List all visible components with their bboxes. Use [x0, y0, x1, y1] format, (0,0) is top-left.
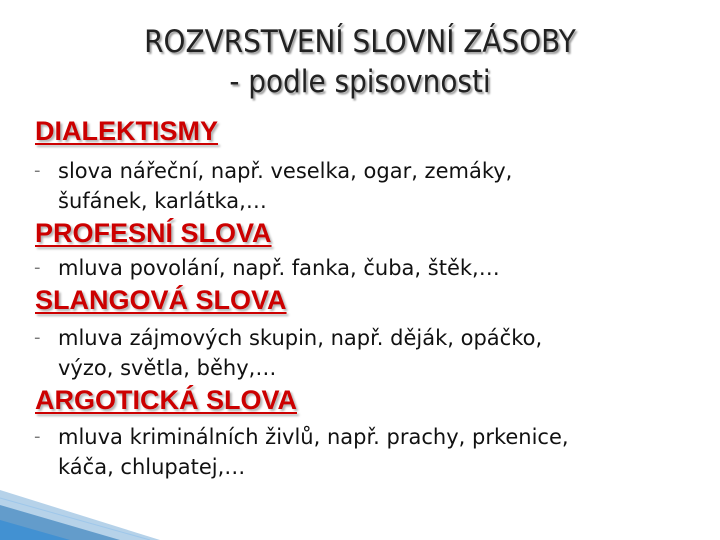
- heading-argoticka-slova: ARGOTICKÁ SLOVA: [35, 385, 297, 415]
- section-text-line: šufánek, karlátka,…: [58, 189, 267, 213]
- title-line-2: - podle spisovnosti: [229, 64, 491, 100]
- heading-profesni-slova: PROFESNÍ SLOVA: [35, 218, 272, 248]
- bullet-marker: -: [34, 426, 41, 447]
- section-text-line: mluva povolání, např. fanka, čuba, štěk,…: [58, 256, 500, 280]
- bullet-marker: -: [34, 327, 41, 348]
- heading-slangova-slova: SLANGOVÁ SLOVA: [35, 285, 287, 315]
- title-line-1: ROZVRSTVENÍ SLOVNÍ ZÁSOBY: [144, 24, 576, 60]
- section-text-line: mluva zájmových skupin, např. děják, opáčko,: [58, 326, 543, 350]
- slide-title: [36, 22, 684, 102]
- heading-dialektismy: DIALEKTISMY: [35, 116, 219, 146]
- bullet-marker: -: [34, 160, 41, 181]
- section-text-line: slova nářeční, např. veselka, ogar, zemáky,: [58, 159, 513, 183]
- section-text-line: káča, chlupatej,…: [58, 455, 246, 479]
- section-text-line: výzo, světla, běhy,…: [58, 356, 277, 380]
- section-text-line: mluva kriminálních živlů, např. prachy, prkenice,: [58, 425, 569, 449]
- bullet-marker: -: [34, 257, 41, 278]
